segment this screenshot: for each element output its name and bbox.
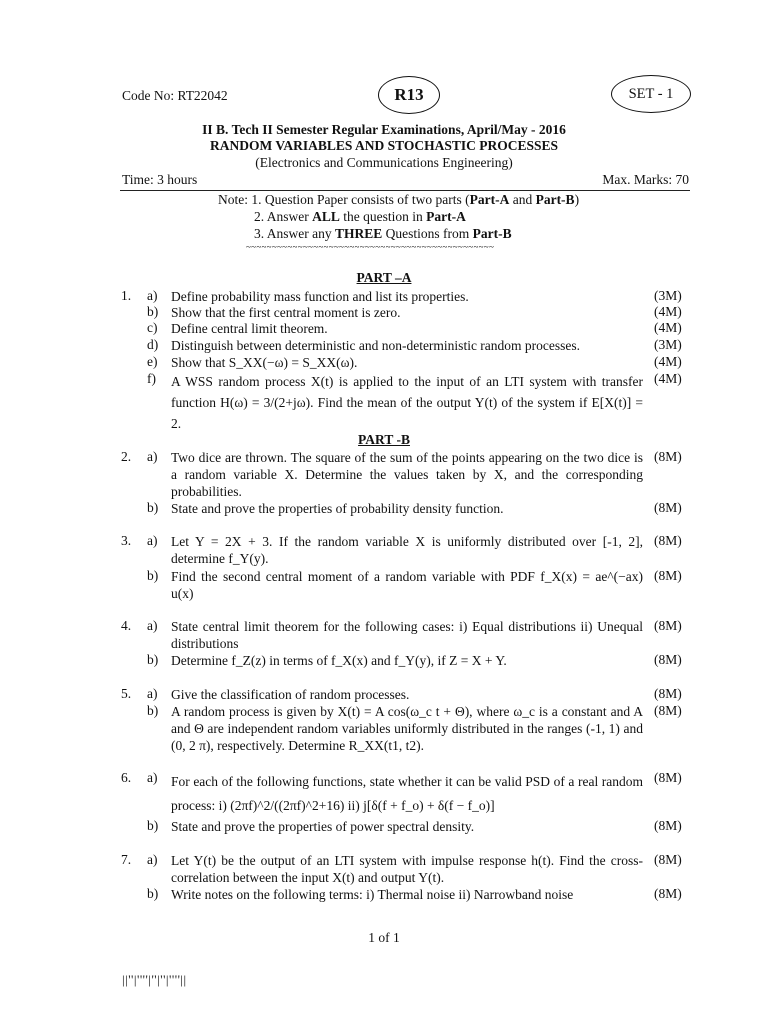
marks: (8M) <box>654 770 682 785</box>
regulation-badge <box>378 76 440 114</box>
question-text: Show that the first central moment is zero. <box>171 305 401 320</box>
sub-label: b) <box>147 304 159 319</box>
tilde-divider: ~~~~~~~~~~~~~~~~~~~~~~~~~~~~~~~~~~~~~~~~~~~~~~~~ <box>246 242 495 252</box>
question-number: 1. <box>121 288 132 303</box>
part-b-title: PART -B <box>358 432 410 447</box>
question-text: A random process is given by X(t) = A cos(ω_c t + Θ), where ω_c is a constant and A and Θ are independent random variables uniformly distributed in the ranges (-1, 1) and (0, 2 π), respectively. Determine R_XX(t1, t2). <box>171 704 643 753</box>
question-text: Define probability mass function and list its properties. <box>171 289 469 304</box>
question-text: A WSS random process X(t) is applied to the input of an LTI system with transfer function H(ω) = 3/(2+jω). Find the mean of the output Y(t) of the system if E[X(t)] = 2. <box>171 374 643 431</box>
question-text: Define central limit theorem. <box>171 321 328 336</box>
code-number: Code No: RT22042 <box>122 88 228 103</box>
sub-label: d) <box>147 337 159 352</box>
sub-label: a) <box>147 686 158 701</box>
sub-label: b) <box>147 886 159 901</box>
sub-label: b) <box>147 500 159 515</box>
question-number: 4. <box>121 618 132 633</box>
question-text: Give the classification of random processes. <box>171 687 410 702</box>
marks: (8M) <box>654 449 682 464</box>
marks: (8M) <box>654 852 682 867</box>
sub-label: a) <box>147 288 158 303</box>
marks: (3M) <box>654 288 682 303</box>
marks: (4M) <box>654 354 682 369</box>
question-number: 2. <box>121 449 132 464</box>
marks: (3M) <box>654 337 682 352</box>
question-text: State and prove the properties of probability density function. <box>171 501 504 516</box>
marks: (8M) <box>654 703 682 718</box>
time-label: Time: 3 hours <box>122 172 198 187</box>
marks: (8M) <box>654 818 682 833</box>
question-text: Distinguish between deterministic and non-deterministic random processes. <box>171 338 581 353</box>
marks: (8M) <box>654 533 682 548</box>
part-a-title: PART –A <box>356 270 412 285</box>
sub-label: b) <box>147 818 159 833</box>
sub-label: b) <box>147 652 159 667</box>
question-text: Let Y(t) be the output of an LTI system with impulse response h(t). Find the cross-correlation between the input X(t) and output Y(t). <box>171 853 643 885</box>
question-number: 7. <box>121 852 132 867</box>
sub-label: a) <box>147 852 158 867</box>
note-2: 2. Answer ALL the question in Part-A <box>254 209 466 224</box>
marks: (8M) <box>654 686 682 701</box>
sub-label: a) <box>147 449 158 464</box>
sub-label: a) <box>147 533 158 548</box>
question-text: Two dice are thrown. The square of the sum of the points appearing on the two dice is a random variable X. Determine the values taken by X, and the corresponding probabilities. <box>171 450 643 499</box>
question-text: State and prove the properties of power spectral density. <box>171 819 475 834</box>
sub-label: b) <box>147 703 159 718</box>
barcode-text: ||''|''''|''|''|''''|| <box>122 972 187 987</box>
subject-title: RANDOM VARIABLES AND STOCHASTIC PROCESSES <box>209 138 559 153</box>
exam-line: II B. Tech II Semester Regular Examinations, April/May - 2016 <box>202 122 566 137</box>
question-text: Write notes on the following terms: i) Thermal noise ii) Narrowband noise <box>171 887 574 902</box>
marks: (8M) <box>654 618 682 633</box>
note-3: 3. Answer any THREE Questions from Part-B <box>254 226 512 241</box>
question-text: Determine f_Z(z) in terms of f_X(x) and f_Y(y), if Z = X + Y. <box>171 653 507 668</box>
sub-label: f) <box>147 371 156 386</box>
sub-label: b) <box>147 568 159 583</box>
max-marks-label: Max. Marks: 70 <box>602 172 689 187</box>
branch-line: (Electronics and Communications Engineering) <box>255 155 513 170</box>
regulation-label: R13 <box>394 85 424 104</box>
marks: (4M) <box>654 371 682 386</box>
question-text: Find the second central moment of a random variable with PDF f_X(x) = ae^(−ax) u(x) <box>171 569 643 601</box>
set-badge <box>611 75 691 113</box>
sub-label: e) <box>147 354 158 369</box>
page-number: 1 of 1 <box>368 930 400 945</box>
sub-label: a) <box>147 770 158 785</box>
header-divider <box>120 190 690 191</box>
note-1: Note: 1. Question Paper consists of two parts (Part-A and Part-B) <box>218 192 580 207</box>
sub-label: a) <box>147 618 158 633</box>
marks: (8M) <box>654 652 682 667</box>
marks: (4M) <box>654 320 682 335</box>
marks: (4M) <box>654 304 682 319</box>
question-number: 6. <box>121 770 132 785</box>
sub-label: c) <box>147 320 158 335</box>
question-text: For each of the following functions, state whether it can be valid PSD of a real random process: i) (2πf)^2/((2πf)^2+16) ii) j[δ(f + f_o) + δ(f − f_o)] <box>171 774 643 813</box>
set-label: SET - 1 <box>628 86 674 102</box>
marks: (8M) <box>654 886 682 901</box>
question-number: 5. <box>121 686 132 701</box>
question-text: Show that S_XX(−ω) = S_XX(ω). <box>171 355 358 370</box>
question-number: 3. <box>121 533 132 548</box>
question-text: State central limit theorem for the following cases: i) Equal distributions ii) Unequal distributions <box>171 619 643 651</box>
question-text: Let Y = 2X + 3. If the random variable X is uniformly distributed over [-1, 2], determine f_Y(y). <box>171 534 643 566</box>
marks: (8M) <box>654 500 682 515</box>
marks: (8M) <box>654 568 682 583</box>
